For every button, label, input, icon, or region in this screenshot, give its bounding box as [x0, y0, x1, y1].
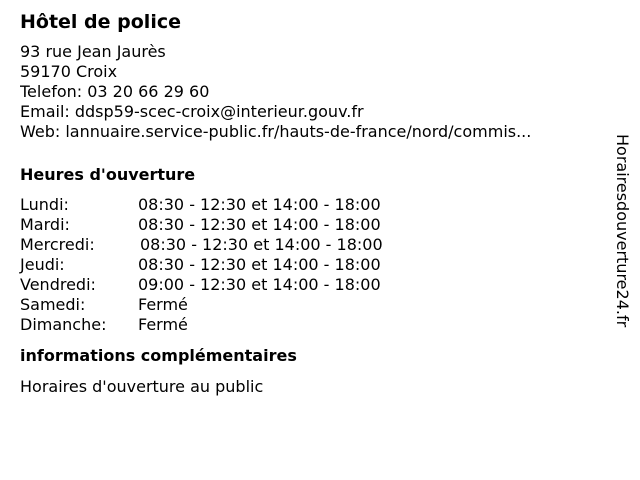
day-label: Samedi: [20, 295, 86, 314]
day-label: Mercredi: [20, 235, 95, 254]
web-line: Web: lannuaire.service-public.fr/hauts-de-france/nord/commis... [20, 122, 532, 141]
hours-row-monday [20, 195, 600, 215]
address-city: 59170 Croix [20, 62, 118, 81]
day-label: Mardi: [20, 215, 70, 234]
brand-text: Horairesdouverture24.fr [613, 134, 632, 328]
opening-hours-list [20, 195, 600, 335]
additional-info-text: Horaires d'ouverture au public [20, 377, 264, 396]
day-label: Dimanche: [20, 315, 107, 334]
opening-hours-heading: Heures d'ouverture [20, 165, 196, 184]
email-line: Email: ddsp59-scec-croix@interieur.gouv.fr [20, 102, 364, 121]
hours-row-wednesday [20, 235, 600, 255]
hours-row-friday [20, 275, 600, 295]
hours-value: 08:30 - 12:30 et 14:00 - 18:00 [138, 195, 381, 214]
hours-row-thursday [20, 255, 600, 275]
hours-row-tuesday [20, 215, 600, 235]
hours-value: 08:30 - 12:30 et 14:00 - 18:00 [138, 215, 381, 234]
day-label: Vendredi: [20, 275, 96, 294]
hours-row-sunday [20, 315, 600, 335]
phone-line: Telefon: 03 20 66 29 60 [20, 82, 210, 101]
hours-row-saturday [20, 295, 600, 315]
additional-info-heading: informations complémentaires [20, 346, 297, 365]
page-title: Hôtel de police [20, 11, 181, 33]
brand-watermark [612, 134, 632, 372]
police-station-card [20, 10, 600, 397]
hours-value: 09:00 - 12:30 et 14:00 - 18:00 [138, 275, 381, 294]
day-label: Jeudi: [20, 255, 65, 274]
hours-value: 08:30 - 12:30 et 14:00 - 18:00 [140, 235, 383, 254]
address-street: 93 rue Jean Jaurès [20, 42, 166, 61]
hours-value: Fermé [138, 295, 188, 314]
hours-value: Fermé [138, 315, 188, 334]
hours-value: 08:30 - 12:30 et 14:00 - 18:00 [138, 255, 381, 274]
day-label: Lundi: [20, 195, 69, 214]
